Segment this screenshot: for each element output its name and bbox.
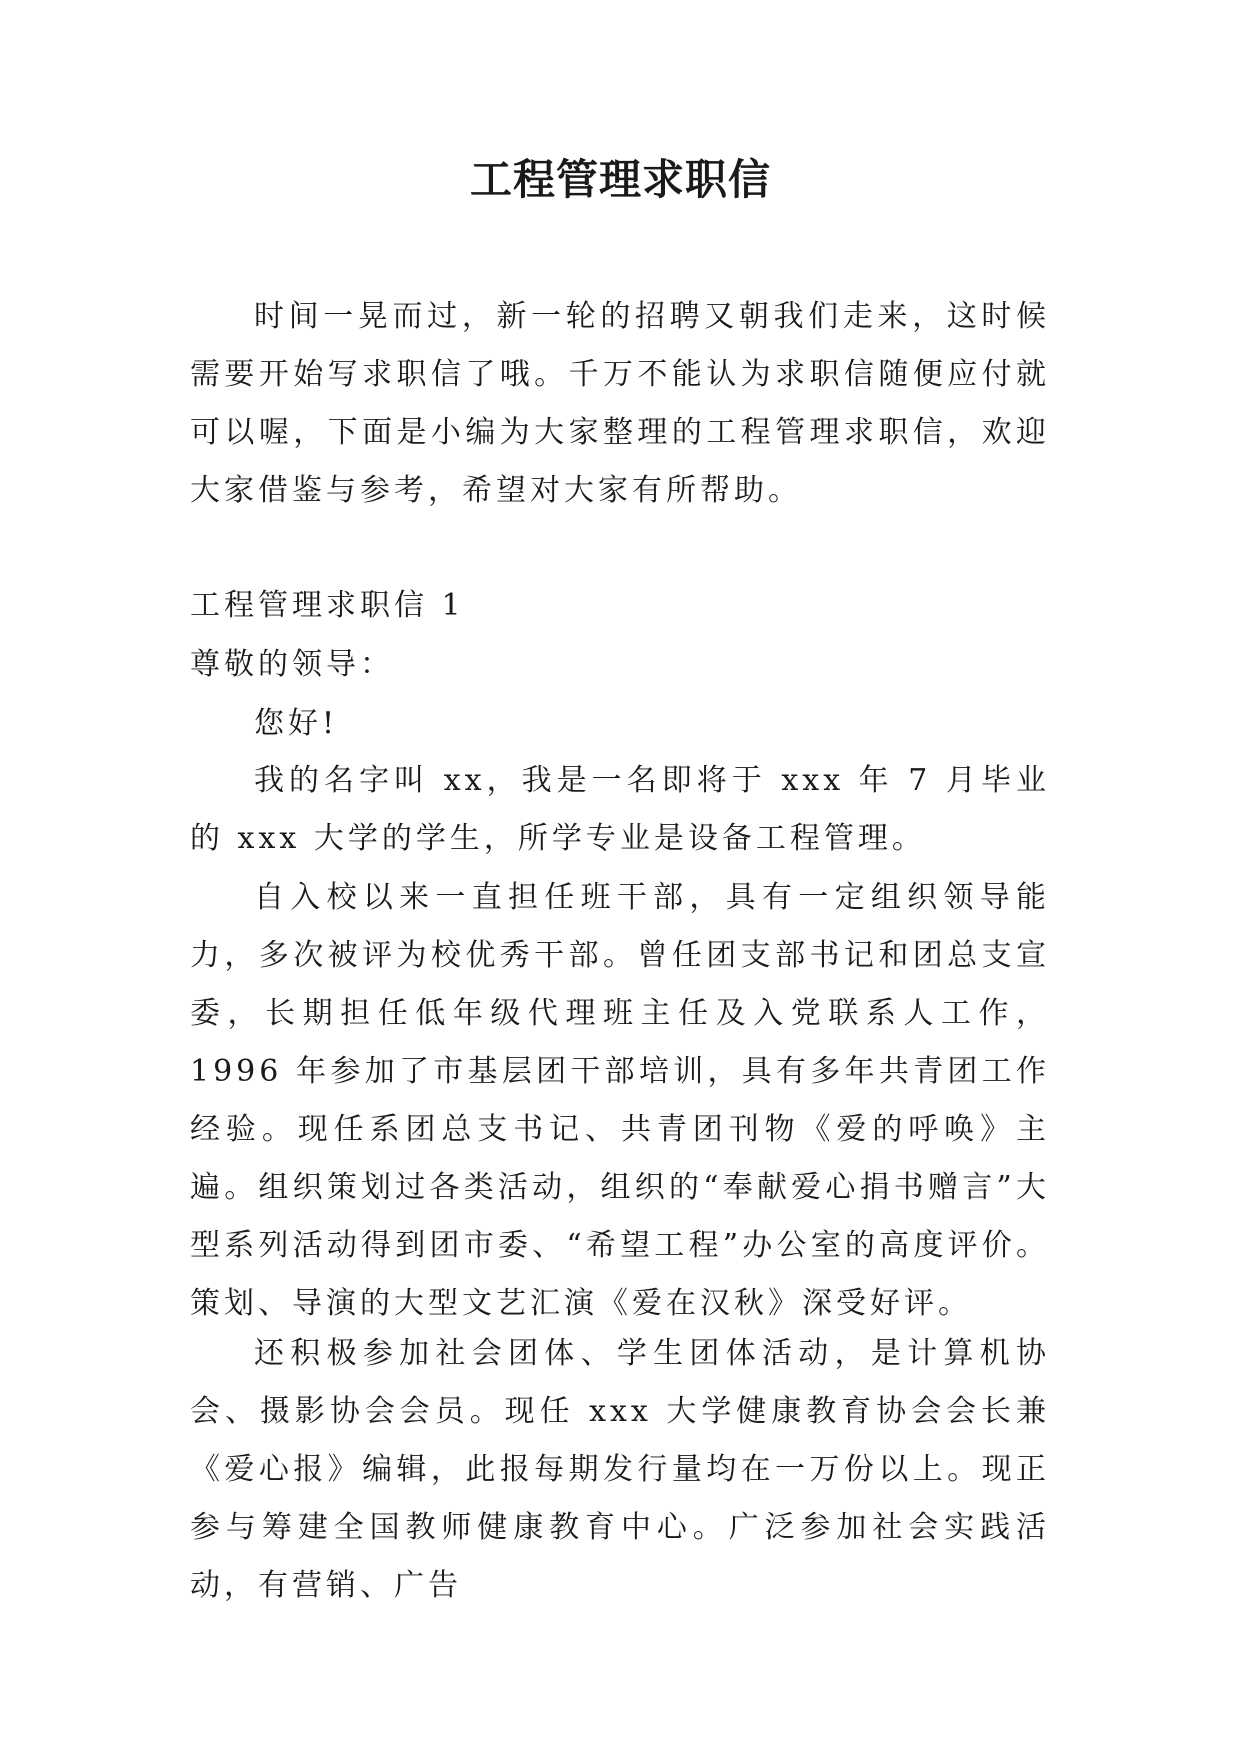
body-paragraph-1: 我的名字叫 xx，我是一名即将于 xxx 年 7 月毕业的 xxx 大学的学生，所学专业是设备工程管理。 xyxy=(190,763,1050,856)
body-paragraph-3: 还积极参加社会团体、学生团体活动，是计算机协会、摄影协会会员。现任 xxx 大学健康教育协会会长兼《爱心报》编辑，此报每期发行量均在一万份以上。现正参与筹建全国教师健康教育中心。广泛参加社会实践活动，有营销、广告 xyxy=(190,1336,1050,1603)
section-heading: 工程管理求职信 1 xyxy=(190,588,465,623)
salutation: 尊敬的领导： xyxy=(190,647,394,682)
intro-paragraph: 时间一晃而过，新一轮的招聘又朝我们走来，这时候需要开始写求职信了哦。千万不能认为求职信随便应付就可以喔，下面是小编为大家整理的工程管理求职信，欢迎大家借鉴与参考，希望对大家有所帮助。 xyxy=(190,299,1050,508)
body-paragraph-2: 自入校以来一直担任班干部，具有一定组织领导能力，多次被评为校优秀干部。曾任团支部书记和团总支宣委，长期担任低年级代理班主任及入党联系人工作，1996 年参加了市基层团干部培训，具有多年共青团工作经验。现任系团总支书记、共青团刊物《爱的呼唤》主遍。组织策划过各类活动，组织的“奉献爱心捐书赠言”大型系列活动得到团市委、“希望工程”办公室的高度评价。策划、导演的大型文艺汇演《爱在汉秋》深受好评。 xyxy=(190,880,1050,1321)
greeting: 您好! xyxy=(254,706,339,741)
document-title: 工程管理求职信 xyxy=(469,155,771,204)
